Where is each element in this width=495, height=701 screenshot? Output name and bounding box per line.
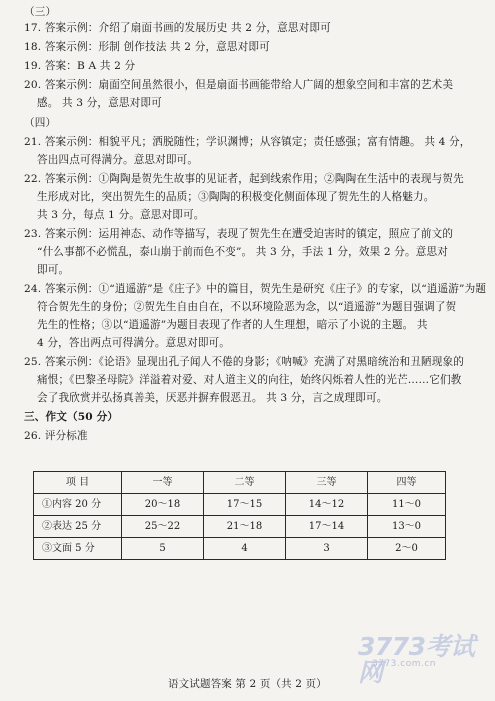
page-footer: 语文试题答案 第 2 页（共 2 页） [168,678,327,690]
watermark-url-text: 3773.com.cn [372,659,436,669]
answer-21-line1: 21. 答案示例：相貌平凡；洒脱随性；学识渊博；从容镇定；责任感强；富有情趣。 共 4 分， [24,136,471,148]
answer-24-line2: 符合贺先生的身份；②贺先生自由自在，不以环境险恶为念，以“逍遥游”为题目强调了贺 [37,301,457,313]
answer-20-line1: 20. 答案示例：扇面空间虽然很小，但是扇面书画能带给人广阔的想象空间和丰富的艺术美 [24,79,454,91]
table-cell: 21～18 [204,516,286,538]
answer-19: 19. 答案：B A 共 2 分 [24,60,136,72]
table-cell: ①内容 20 分 [34,494,122,516]
section-composition: 三、作文（50 分） [24,411,119,423]
table-header-cell: 一等 [122,472,204,494]
answer-24-line1: 24. 答案示例：①“逍遥游”是《庄子》中的篇目，贺先生是研究《庄子》的专家，以“逍遥游”为题 [24,283,487,295]
section-three: （三） [24,6,57,18]
answer-22-line1: 22. 答案示例：①陶陶是贺先生故事的见证者，起到线索作用；②陶陶在生活中的表现与贺先 [24,173,464,185]
table-header-cell: 二等 [204,472,286,494]
table-cell: 17～14 [286,516,368,538]
table-header-cell: 项 目 [34,472,122,494]
table-header-row [34,472,446,494]
table-cell: 5 [122,538,204,560]
table-cell: 4 [204,538,286,560]
table-cell: 13～0 [368,516,446,538]
table-row [34,516,446,538]
answer-25-line3: 会了我欣赏并弘扬真善美，厌恶并摒弃假恶丑。 共 3 分，言之成理即可。 [37,392,388,404]
table-cell: 20～18 [122,494,204,516]
answer-18: 18. 答案示例：形制 创作技法 共 2 分，意思对即可 [24,41,270,53]
answer-24-line4: 4 分，答出两点可得满分。意思对即可。 [37,337,231,349]
table-cell: 11～0 [368,494,446,516]
scoring-table [33,471,446,560]
table-cell: ③文面 5 分 [34,538,122,560]
answer-22-line3: 共 3 分，每点 1 分。意思对即可。 [37,209,205,221]
table-row [34,538,446,560]
table-header-cell: 四等 [368,472,446,494]
table-cell: ②表达 25 分 [34,516,122,538]
answer-25-line1: 25. 答案示例：《论语》显现出孔子闻人不倦的身影；《呐喊》充满了对黑暗统治和丑陋现象的 [24,356,464,368]
table-cell: 14～12 [286,494,368,516]
answer-20-line2: 感。 共 3 分，意思对即可 [37,97,162,109]
watermark-main-text: 3773考试网 [358,632,475,687]
answer-21-line2: 答出四点可得满分。意思对即可。 [37,154,199,166]
table-cell: 17～15 [204,494,286,516]
section-four: （四） [24,117,57,129]
answer-26: 26. 评分标准 [24,430,88,442]
table-cell: 3 [286,538,368,560]
answer-23-line2: “什么事都不必慌乱，泰山崩于前而色不变”。 共 3 分，手法 1 分，效果 2 分。意思对 [37,246,448,258]
answer-17: 17. 答案示例：介绍了扇面书画的发展历史 共 2 分，意思对即可 [24,22,331,34]
table-cell: 25～22 [122,516,204,538]
table-header-cell: 三等 [286,472,368,494]
answer-23-line3: 即可。 [37,264,70,276]
table-row [34,494,446,516]
answer-23-line1: 23. 答案示例：运用神态、动作等描写，表现了贺先生在遭受迫害时的镇定，照应了前文的 [24,228,454,240]
site-watermark-logo [358,632,480,687]
answer-25-line2: 痛恨；《巴黎圣母院》洋溢着对爱、对人道主义的向往，始终闪烁着人性的光芒……它们教 [37,374,462,386]
table-cell: 2～0 [368,538,446,560]
answer-22-line2: 生形成对比，突出贺先生的品质；③陶陶的积极变化侧面体现了贺先生的人格魅力。 [37,191,435,203]
answer-24-line3: 先生的性格；③以“逍遥游”为题目表现了作者的人生理想，暗示了小说的主题。 共 [37,319,428,331]
